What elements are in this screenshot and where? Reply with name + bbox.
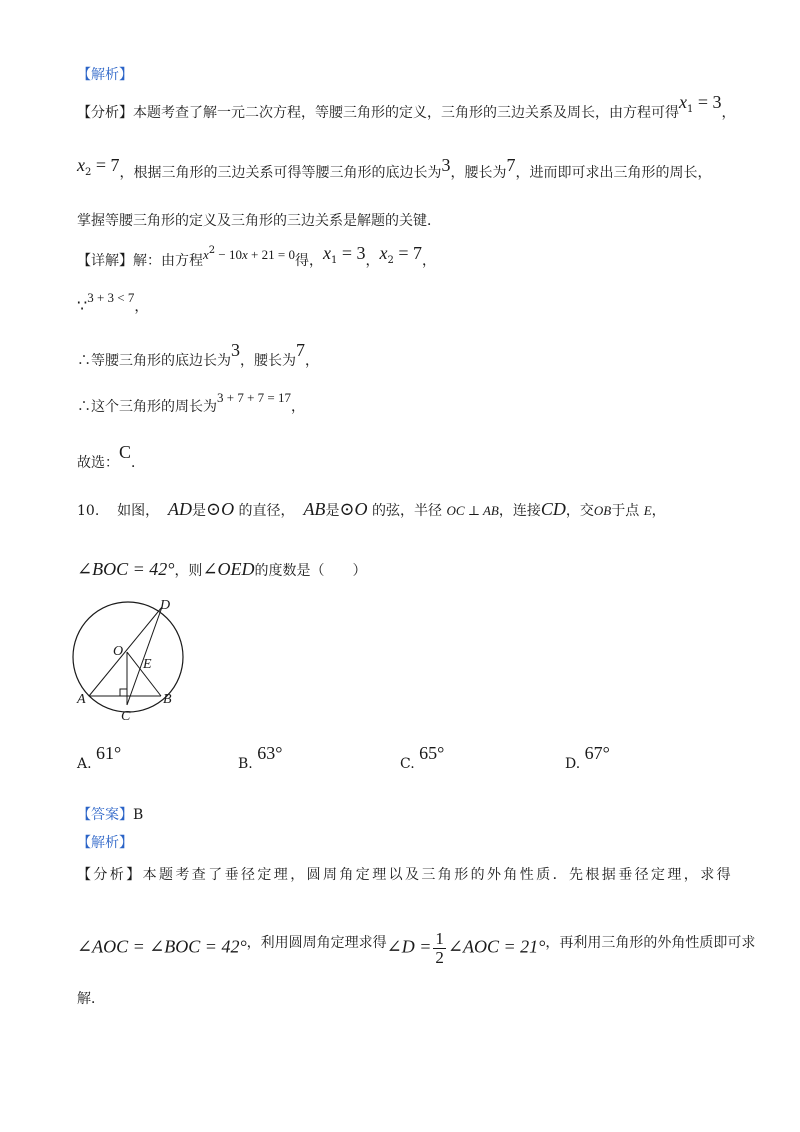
right-angle-mark — [120, 689, 127, 696]
label-o: O — [113, 644, 124, 659]
question-10-line-2: ∠BOC = 42°，则∠OED的度数是（ ） — [77, 559, 367, 579]
answer-line — [77, 806, 143, 824]
detail-line-4: ∴这个三角形的周长为3 + 7 + 7 = 17， — [77, 390, 305, 415]
perimeter-expression: 3 + 7 + 7 = 17 — [217, 390, 291, 405]
option-d[interactable]: D. 67° — [565, 743, 610, 772]
analysis-tag: 【解析】 — [77, 67, 133, 83]
therefore-symbol: ∴ — [77, 353, 91, 369]
leg-length: 7 — [506, 155, 516, 175]
label-d: D — [160, 598, 171, 613]
option-a[interactable]: A. 61° — [77, 743, 122, 772]
inequality: 3 + 3 < 7 — [87, 290, 135, 305]
analysis2-line-1: 【分析】本题考查了垂径定理，圆周角定理以及三角形的外角性质．先根据垂径定理，求得 — [77, 867, 734, 883]
x1-expression: $x_1 = 3$ — [679, 92, 722, 115]
analysis2-line-3: 解． — [77, 991, 105, 1007]
x2-expression: $x_2 = 7$ — [77, 155, 120, 178]
analysis-line-2: $x_2 = 7$，根据三角形的三边关系可得等腰三角形的底边长为3，腰长为7，进而即可求出三角形的周长， — [77, 155, 712, 181]
answer-value: B — [133, 807, 144, 823]
because-symbol: ∵ — [77, 296, 88, 315]
given-angle: ∠BOC = 42° — [77, 559, 175, 579]
label-e: E — [143, 657, 152, 672]
label-a: A — [77, 692, 86, 707]
answer-tag: 【答案】 — [77, 807, 133, 823]
analysis-line-3: 掌握等腰三角形的定义及三角形的三边关系是解题的关键． — [77, 213, 441, 229]
circle-diagram — [70, 595, 195, 725]
option-c[interactable]: C. 65° — [400, 743, 445, 772]
detail-line-5: 故选：C． — [77, 442, 146, 471]
base-length: 3 — [441, 155, 451, 175]
detail-line-2: ∵3 + 3 < 7， — [77, 290, 149, 315]
analysis-tag-2: 【解析】 — [77, 835, 133, 851]
fenxi-text: 本题考查了解一元二次方程，等腰三角形的定义，三角形的三边关系及周长，由方程可得 — [133, 105, 679, 121]
question-number: 10. — [77, 503, 100, 519]
fenxi-tag: 【分析】 — [77, 105, 133, 121]
label-c: C — [121, 709, 131, 724]
detail-line-3: ∴等腰三角形的底边长为3，腰长为7， — [77, 340, 319, 369]
analysis2-line-2: ∠AOC = ∠BOC = 42°，利用圆周角定理求得∠D = $\frac{1}{2}$ ∠AOC = 21°，再利用三角形的外角性质即可求 — [77, 929, 756, 967]
equal-angles: ∠AOC = ∠BOC = 42° — [77, 936, 247, 957]
option-b[interactable]: B. 63° — [238, 743, 283, 772]
equation: $x^2 - 10x + 21 = 0$ — [203, 245, 295, 262]
target-angle: ∠OED — [202, 559, 255, 579]
half-fraction: $\frac{1}{2}$ — [435, 929, 444, 967]
analysis-line-1: 【分析】本题考查了解一元二次方程，等腰三角形的定义，三角形的三边关系及周长，由方程可得$x_1 = 3$， — [77, 92, 736, 121]
detail-line-1: 【详解】解：由方程$x^2 - 10x + 21 = 0$得，$x_1 = 3$，$x_2 = 7$， — [77, 243, 437, 269]
label-b: B — [163, 692, 172, 707]
chosen-answer: C — [119, 442, 132, 462]
question-10-line-1: 10. 如图， AD是⊙O 的直径， AB是⊙O 的弦，半径 OC ⊥ AB，连接CD，交OB于点 E， — [77, 499, 666, 519]
xiangjie-tag: 【详解】 — [77, 253, 133, 269]
